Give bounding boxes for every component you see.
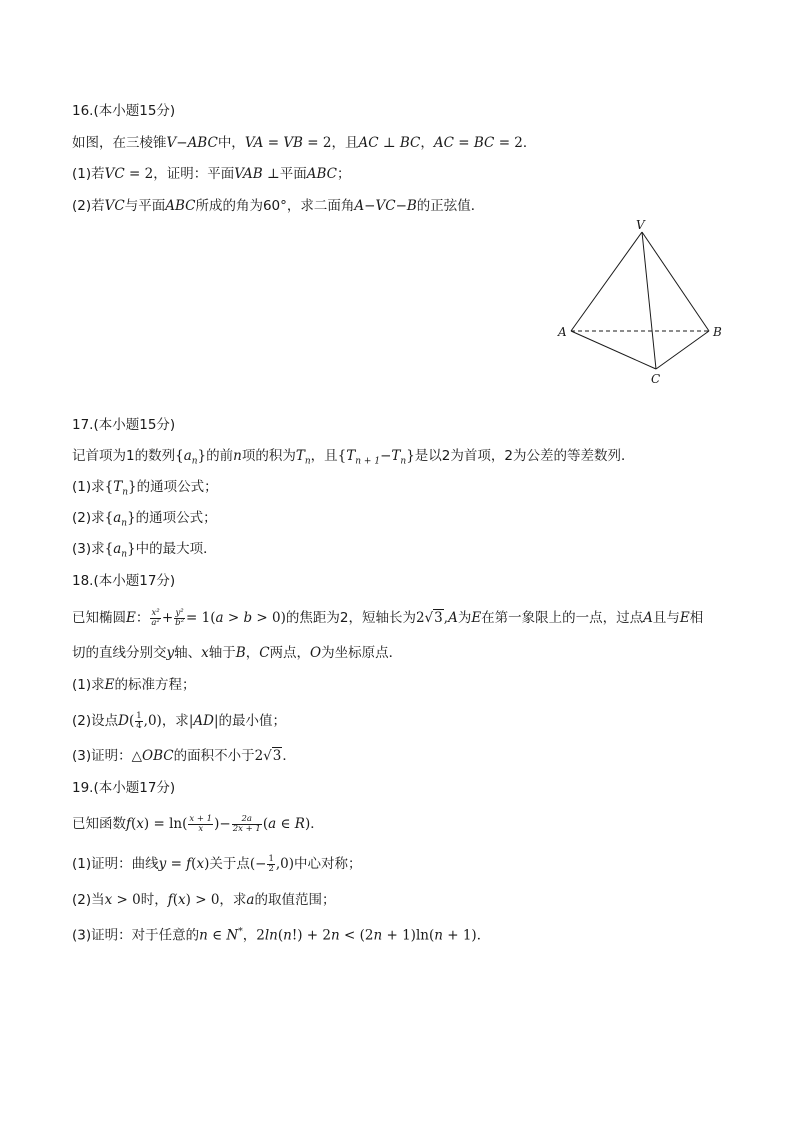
q19-header: 19.(本小题17分) [72, 780, 176, 796]
sqrt-expression: 2√3 [415, 610, 443, 626]
q17-part1: (1)求$\{T_n\}$的通项公式； [72, 479, 218, 498]
fraction-y2-b2: $\frac{\text{y²}}{\text{b²}}$ [175, 607, 185, 628]
q16-intro: 如图，在三棱锥V−ABC中，VA = VB = 2，且AC ⊥ BC，AC = BC = 2． [72, 135, 537, 151]
edge-VB [642, 232, 709, 331]
edge-AC [571, 331, 656, 369]
q18-intro-line1: 已知椭圆E： $\frac{\text{x²}}{\text{a²}}$ + $\frac{\text{y²}}{\text{b²}}$ = 1(a > b > 0)的焦距为2，短轴长为2√3,A为E在第一象限上的一点，过点A且与E相 [72, 607, 704, 628]
q19-intro: 已知函数f(x) = ln( $\frac{x + 1}{x}$ )− $\frac{2a}{2x + 1}$ (a ∈ R)． [72, 813, 324, 834]
q16-header: 16.(本小题15分) [72, 103, 176, 119]
edge-BC [656, 331, 709, 369]
q18-part3: (3)证明：△OBC的面积不小于2√3． [72, 748, 296, 764]
tetrahedron-figure [552, 215, 742, 390]
fraction-x2-a2: $\frac{\text{x²}}{\text{a²}}$ [151, 607, 160, 628]
q16-part2: (2)若VC与平面ABC所成的角为60°，求二面角A−VC−B的正弦值． [72, 198, 485, 214]
q19-part3: (3)证明：对于任意的n ∈ N*，2ln(n!) + 2n < (2n + 1)ln(n + 1)． [72, 927, 491, 944]
edge-VA [571, 232, 642, 331]
label-V: V [636, 218, 645, 232]
q19-part2: (2)当x > 0时，f(x) > 0，求a的取值范围； [72, 892, 336, 908]
q18-intro-line2: 切的直线分别交y轴、x轴于B，C两点，O为坐标原点． [72, 645, 403, 661]
fraction-x-plus-1-over-x: $\frac{x + 1}{x}$ [189, 813, 213, 834]
fraction-one-half: $\frac{1}{2}$ [268, 853, 274, 874]
label-B: B [713, 325, 722, 339]
q16-part1: (1)若VC = 2，证明：平面VAB ⊥平面ABC； [72, 166, 351, 182]
q18-header: 18.(本小题17分) [72, 573, 176, 589]
label-C: C [651, 372, 661, 386]
q17-part2: (2)求$\{a_n\}$的通项公式； [72, 510, 217, 529]
label-A: A [558, 325, 567, 339]
q17-part3: (3)求$\{a_n\}$中的最大项． [72, 541, 217, 560]
q18-part1: (1)求E的标准方程； [72, 677, 196, 693]
fraction-2a-over-2x-plus-1: $\frac{2a}{2x + 1}$ [232, 813, 261, 834]
q17-header: 17.(本小题15分) [72, 417, 176, 433]
fraction-one-quarter: $\frac{1}{4}$ [136, 710, 142, 731]
q17-intro: 记首项为1的数列$\{a_n\}$的前n项的积为$T_n$，且$\{T_{n + 1}-T_n\}$是以2为首项，2为公差的等差数列． [72, 448, 635, 467]
q18-part2: (2)设点D( $\frac{1}{4}$ ,0)，求|AD|的最小值； [72, 710, 287, 731]
q19-part1: (1)证明：曲线y = f(x)关于点(− $\frac{1}{2}$ ,0)中心对称； [72, 853, 362, 874]
edge-VC [642, 232, 656, 369]
